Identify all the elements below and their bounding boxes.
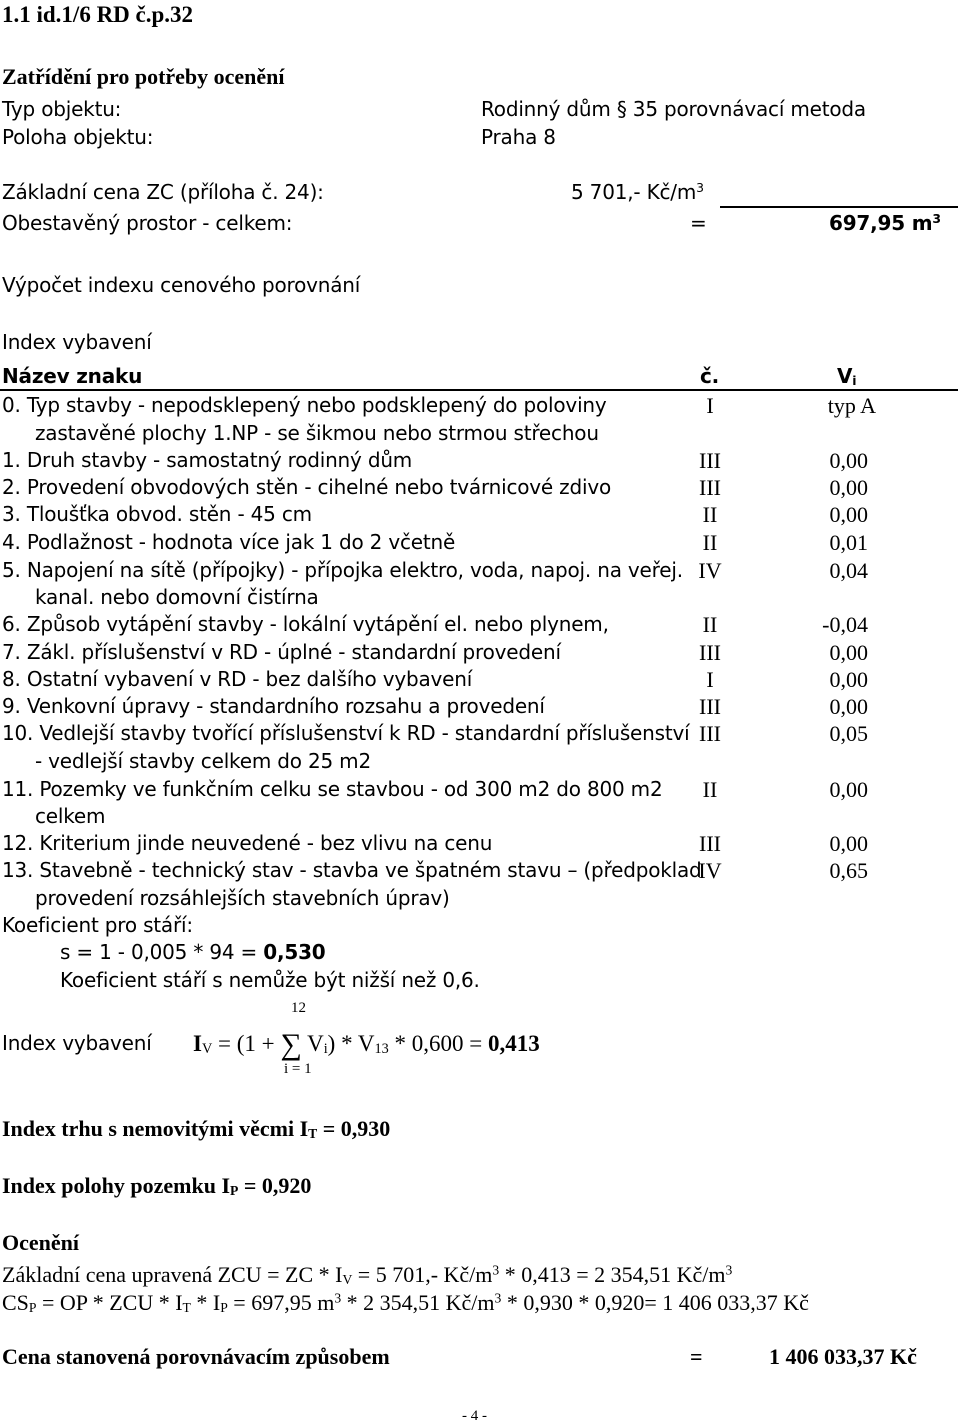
table-row-class: IV	[698, 558, 722, 583]
final-price-equals: =	[690, 1344, 703, 1369]
table-row-value: 0,00	[829, 475, 868, 500]
table-row-class: II	[702, 502, 718, 527]
page-number: - 4 -	[462, 1408, 487, 1424]
table-row-value: 0,00	[829, 694, 868, 719]
table-row-value: 0,00	[829, 831, 868, 856]
table-row-value: 0,00	[829, 777, 868, 802]
table-row-label-cont: provedení rozsáhlejších stavebních úprav)	[35, 886, 450, 910]
table-row-value: 0,04	[829, 558, 868, 583]
classification-heading: Zatřídění pro potřeby ocenění	[2, 64, 285, 89]
table-row-label-cont: - vedlejší stavby celkem do 25 m2	[35, 749, 371, 773]
table-row-class: III	[699, 721, 721, 746]
table-row-value: 0,00	[829, 667, 868, 692]
table-row-class: III	[699, 694, 721, 719]
table-row-label: 13. Stavebně - technický stav - stavba ve špatném stavu – (předpoklad	[2, 858, 702, 882]
index-formula: IV = (1 + ∑ Vi) * V13 * 0,600 = 0,413	[193, 1028, 540, 1061]
table-row-class: II	[702, 777, 718, 802]
final-price-label: Cena stanovená porovnávacím způsobem	[2, 1344, 390, 1369]
table-row-label: 6. Způsob vytápění stavby - lokální vytápění el. nebo plynem,	[2, 612, 609, 636]
table-row-label: 5. Napojení na sítě (přípojky) - přípojka elektro, voda, napoj. na veřej.	[2, 558, 683, 582]
table-row-label: 4. Podlažnost - hodnota více jak 1 do 2 včetně	[2, 530, 456, 554]
volume-value: 697,95 $m^3$	[829, 211, 941, 235]
table-row-label: 8. Ostatní vybavení v RD - bez dalšího vybavení	[2, 667, 473, 691]
object-location-value: Praha 8	[481, 125, 556, 149]
volume-equals: =	[690, 211, 707, 235]
table-row-value: 0,00	[829, 448, 868, 473]
table-row-class: I	[706, 667, 714, 692]
table-row-label-cont: kanal. nebo domovní čistírna	[35, 585, 319, 609]
calc-heading: Výpočet indexu cenového porovnání	[2, 273, 361, 297]
age-coefficient-formula: s = 1 - 0,005 * 94 = 0,530	[60, 940, 326, 964]
table-row-label: 12. Kriterium jinde neuvedené - bez vlivu na cenu	[2, 831, 493, 855]
table-row-label: 10. Vedlejší stavby tvořící příslušenství k RD - standardní příslušenství	[2, 721, 690, 745]
base-price-value: 5 701,- $Kč/m^3$	[571, 180, 704, 204]
object-type-value: Rodinný dům § 35 porovnávací metoda	[481, 97, 866, 121]
index-formula-label: Index vybavení	[2, 1031, 152, 1055]
index-heading: Index vybavení	[2, 330, 152, 354]
table-row-label: 1. Druh stavby - samostatný rodinný dům	[2, 448, 413, 472]
table-row-value: -0,04	[822, 612, 868, 637]
table-row-class: II	[702, 612, 718, 637]
table-row-class: I	[706, 393, 714, 418]
table-row-label: 7. Zákl. příslušenství v RD - úplné - standardní provedení	[2, 640, 561, 664]
comparative-price-formula: CSP = OP * ZCU * IT * IP = 697,95 $m^3 * 2$ 354,51 $Kč/m^3 * 0,930 * 0,920= 1$ 406 033,37 Kč	[2, 1290, 809, 1316]
col-header-v: Vi	[837, 364, 857, 388]
table-row-class: III	[699, 475, 721, 500]
page-title: 1.1 id.1/6 RD č.p.32	[2, 2, 194, 27]
table-row-value: typ A	[827, 393, 876, 418]
volume-label: Obestavěný prostor - celkem:	[2, 211, 293, 235]
base-price-label: Základní cena ZC (příloha č. 24):	[2, 180, 324, 204]
table-header-rule	[0, 389, 958, 391]
adjusted-base-price: Základní cena upravená ZCU = ZC * IV = 5 701,- $Kč/m^3 * 0,413 = 2$ 354,51 $Kč/m^3$	[2, 1262, 733, 1288]
table-row-label: 9. Venkovní úpravy - standardního rozsahu a provedení	[2, 694, 545, 718]
valuation-heading: Ocenění	[2, 1230, 79, 1255]
table-row-class: II	[702, 530, 718, 555]
final-price-value: 1 406 033,37 Kč	[769, 1344, 917, 1369]
sum-lower-limit: i = 1	[284, 1061, 312, 1077]
underline-rule	[720, 206, 958, 208]
table-row-label: 3. Tloušťka obvod. stěn - 45 cm	[2, 502, 312, 526]
table-row-label: 11. Pozemky ve funkčním celku se stavbou - od 300 m2 do 800 m2	[2, 777, 663, 801]
table-row-value: 0,05	[829, 721, 868, 746]
table-row-class: III	[699, 640, 721, 665]
market-index: Index trhu s nemovitými věcmi IT = 0,930	[2, 1116, 391, 1142]
table-row-label-cont: celkem	[35, 804, 106, 828]
table-row-class: III	[699, 448, 721, 473]
object-type-label: Typ objektu:	[2, 97, 122, 121]
age-coefficient-note: Koeficient stáří s nemůže být nižší než 0,6.	[60, 968, 480, 992]
object-location-label: Poloha objektu:	[2, 125, 154, 149]
age-coefficient-label: Koeficient pro stáří:	[2, 913, 193, 937]
location-index: Index polohy pozemku IP = 0,920	[2, 1173, 312, 1199]
table-row-label-cont: zastavěné plochy 1.NP - se šikmou nebo strmou střechou	[35, 421, 599, 445]
table-row-value: 0,00	[829, 640, 868, 665]
table-row-value: 0,01	[829, 530, 868, 555]
table-row-class: III	[699, 831, 721, 856]
col-header-name: Název znaku	[2, 364, 143, 388]
table-row-label: 0. Typ stavby - nepodsklepený nebo podsklepený do poloviny	[2, 393, 607, 417]
table-row-value: 0,00	[829, 502, 868, 527]
table-row-class: IV	[698, 858, 722, 883]
sum-upper-limit: 12	[291, 1000, 306, 1016]
table-row-label: 2. Provedení obvodových stěn - cihelné nebo tvárnicové zdivo	[2, 475, 611, 499]
col-header-number: č.	[700, 364, 720, 388]
table-row-value: 0,65	[829, 858, 868, 883]
